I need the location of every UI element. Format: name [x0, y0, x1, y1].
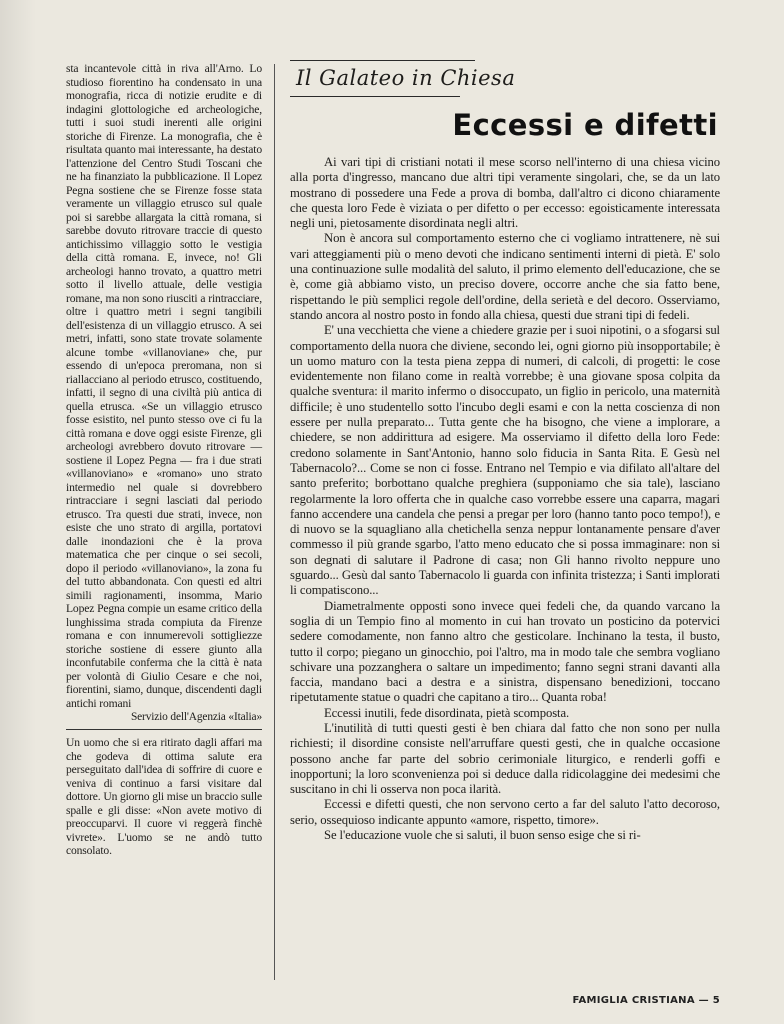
paragraph: Se l'educazione vuole che si saluti, il buon senso esige che si ri- [324, 828, 641, 843]
page-footer: FAMIGLIA CRISTIANA — 5 [572, 995, 720, 1006]
left-article-text: sta incantevole città in riva all'Arno. Lo studioso fiorentino ha condensato in una monografia, ricca di notizie erudite e di indagini glottologiche ed archeologiche, tutti i suoi studi inerenti alle origini storiche di Firenze. La monografia, che è risultata quanto mai interessante, ha destato l'attenzione del Centro Studi Toscani che ne ha finanziato la pubblicazione. Il Lopez Pegna sostiene che se Firenze fosse stata veramente un villaggio etrusco sul quale poi si sarebbe allargata la città romana, si sarebbe dovuto ritrovare traccie di questo antichissimo villaggio sotto le vestigia della città romana. E, invece, no! Gli archeologi hanno trovato, a quattro metri sotto il livello attuale, delle vestigia romane, ma non sono riusciti a rintracciare, oltre i quattro metri i segni tangibili dell'esistenza di un villaggio etrusco. A sei metri, infatti, sono state trovate solamente alcune tombe «villanoviane» che, pur essendo di un'epoca preromana, non si riallacciano al periodo etrusco, costituendo, infatti, il segno di una civiltà più antica di quella etrusca. «Se un villaggio etrusco fosse esistito, nel punto stesso ove ci fu la città romana e dove oggi esiste Firenze, gli archeologi avrebbero dovuto ritrovare — sostiene il Lopez Pegna — fra i due strati «villanoviano» e «romano» uno strato intermedio nel quale si dovrebbero rintracciare i segni lasciati dal periodo etrusco. Tra questi due strati, invece, non esiste che uno strato di argilla, portatovi dalle inondazioni che è la prova matematica che per cinque o sei secoli, dopo il periodo «villanoviano», la zona fu del tutto abbandonata. Con questi ed altri simili ragionamenti, insomma, Mario Lopez Pegna compie un esame critico della lunghissima strada compiuta da Firenze romana e con innumerevoli sottigliezze storiche sostiene di essere giunto alla inconfutabile conferma che la città è nata per volontà di Giulio Cesare e che noi, fiorentini, siamo, dunque, discendenti dagli antichi romani [66, 62, 262, 710]
paragraph: E' una vecchietta che viene a chiedere grazie per i suoi nipotini, o a sfogarsi sul comportamento della nuora che diviene, secondo lei, ogni giorno più insopportabile; è un uomo maturo con la testa piena zeppa di numeri, di calcoli, di progetti: le cose evidentemente non filano come in realtà vorrebbe; è una giovane sposa colpita da qualche sventura: il marito infermo o disoccupato, un figlio in pericolo, una maternità difficile; è uno studentello sotto l'incubo degli esami e con la netta coscienza di non essere per nulla preparato... Tutta gente che ha bisogno, che viene a implorare, a chiedere, se non addirittura ad esigere. Ma osserviamo il difetto della loro Fede: credono solamente in Sant'Antonio, hanno solo fiducia in Santa Rita. E Gesù nel Tabernacolo?... Come se non ci fosse. Entrano nel Tempio e via difilato all'altare del santo preferito; borbottano qualche preghiera (supponiamo che sia tale), lasciano regolarmente la loro offerta che in qualche caso vorrebbe essere una caparra, magari fanno accendere una candela che pensi a pregar per loro (hanno tanto poco tempo!), e di nuovo se la squagliano alla chetichella senza neppur lontanamente pensare d'aver commesso il più grande sgarbo, l'atto meno educato che si possa immaginare: non si son degnati di salutare il Padrone di casa; non Gli hanno rivolto neppure uno sguardo... Gesù dal santo Tabernacolo li guarda con infinita tristezza; i Santi implorati li compatiscono... [290, 323, 720, 598]
article-body [290, 155, 720, 843]
paragraph: Ai vari tipi di cristiani notati il mese scorso nell'interno di una chiesa vicino alla porta d'ingresso, mancano due altri tipi veramente singolari, che, se da un lato mostrano di possedere una Fede a prova di bomba, dall'altro ci dicono chiaramente che questa loro Fede è viziata o per difetto o per eccesso: egoisticamente interessata negli uni, pietosamente disordinata negli altri. [290, 155, 720, 231]
left-column [66, 62, 262, 858]
paragraph: Eccessi e difetti questi, che non servono certo a far del saluto l'atto decoroso, serio, ossequioso indicante appunto «amore, rispetto, timore». [290, 797, 720, 827]
article-title: Eccessi e difetti [452, 108, 718, 142]
paragraph: Diametralmente opposti sono invece quei fedeli che, da quando varcano la soglia di un Tempio fino al momento in cui han trovato un posticino da potervici sedere comodamente, non fanno altro che gesticolare. Inchinano la testa, il busto, tutto il corpo; piegano un ginocchio, poi l'altro, ma in modo tale che sembra vogliano schivare una pozzanghera o saltare un impedimento; fanno segni strani davanti alla faccia, mandano baci a destra e a sinistra, dispensano benedizioni, toccano ripetutamente statue o quadri che capitano a tiro... Quanta roba! [290, 598, 720, 705]
column-separator-rule [66, 729, 262, 730]
paragraph: Non è ancora sul comportamento esterno che ci vogliamo intrattenere, nè sui vari atteggiamenti più o meno devoti che indicano sentimenti interni di pietà. E' solo una continuazione sulle modalità del saluto, il primo elemento dell'educazione, che se è, come già abbiamo visto, un preciso dovere, occorre anche che sia fatto bene, rispettando le più semplici regole dell'ordine, della serietà e del decoro. Osserviamo, stando ancora al nostro posto in fondo alla chiesa, questi due strani tipi di fedeli. [290, 231, 720, 322]
short-anecdote: Un uomo che si era ritirato dagli affari ma che godeva di ottima salute era perseguitato dall'idea di soffrire di cuore e veniva di continuo a farsi visitare dal dottore. Un giorno gli mise un braccio sulle spalle e gli disse: «Non avete motivo di preoccuparvi. Il cuore vi reggerà finchè vivrete». L'uomo se ne andò tutto consolato. [66, 736, 262, 857]
column-divider [274, 64, 275, 980]
rubric-heading: Il Galateo in Chiesa [296, 66, 516, 90]
paragraph: L'inutilità di tutti questi gesti è ben chiara dal fatto che non sono per nulla richiesti; il disordine consiste nell'arruffare questi gesti, che in qualche occasione possono anche far parte del sobrio cerimoniale liturgico, e renderli goffi e inopportuni; la loro sconvenienza poi si deduce dalla ridicolaggine dei medesimi che suscitano in chi li osserva non poca ilarità. [290, 720, 720, 797]
page-fold-shadow [0, 0, 36, 1024]
paragraph: Eccessi inutili, fede disordinata, pietà scomposta. [324, 705, 570, 720]
agency-signature: Servizio dell'Agenzia «Italia» [130, 711, 262, 723]
rubric-underline [290, 96, 460, 97]
